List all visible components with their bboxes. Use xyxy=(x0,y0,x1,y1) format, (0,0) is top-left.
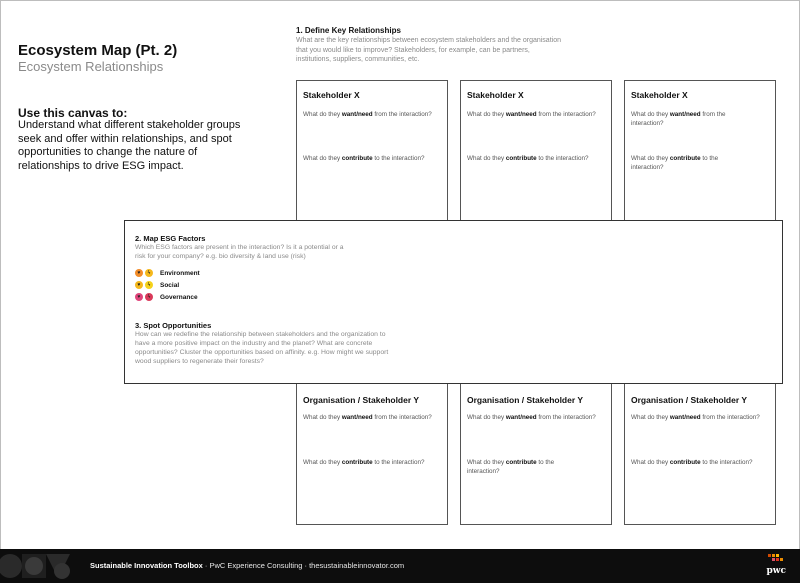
contribute-question: What do they contribute to the interaction? xyxy=(631,155,719,171)
factor-social xyxy=(135,280,179,290)
organisation-card[interactable] xyxy=(296,380,448,525)
factor-governance xyxy=(135,292,198,302)
section1-body: What are the key relationships between ecosystem stakeholders and the organisation that you would like to improve? Stakeholders, for example, can be partners, institutions, suppliers, communities, etc. xyxy=(296,37,561,63)
section1-heading: 1. Define Key Relationships xyxy=(296,26,401,35)
want-question: What do they want/need from the interaction? xyxy=(303,111,432,118)
contribute-question: What do they contribute to the interaction? xyxy=(303,155,425,162)
page-subtitle: Ecosystem Relationships xyxy=(18,59,164,74)
lightning-icon: ϟ xyxy=(145,293,153,301)
intro-heading: Use this canvas to: xyxy=(18,106,128,120)
page-title: Ecosystem Map (Pt. 2) xyxy=(18,42,178,59)
contribute-question: What do they contribute to the interaction? xyxy=(467,459,555,475)
card-title: Organisation / Stakeholder Y xyxy=(467,395,584,405)
want-question: What do they want/need from the interaction? xyxy=(631,414,760,421)
want-question: What do they want/need from the interaction? xyxy=(631,111,726,127)
factor-label: Social xyxy=(160,281,180,289)
factor-label: Governance xyxy=(160,293,198,301)
lightning-icon: ϟ xyxy=(145,269,153,277)
stakeholder-card[interactable] xyxy=(460,80,612,230)
decorative-pattern-icon xyxy=(0,549,75,583)
lightning-icon: ϟ xyxy=(145,281,153,289)
want-question: What do they want/need from the interaction? xyxy=(467,414,596,421)
stakeholder-card[interactable] xyxy=(624,80,776,230)
section2-heading: 2. Map ESG Factors xyxy=(135,234,206,243)
section3-body: How can we redefine the relationship between stakeholders and the organization to have a more positive impact on the industry and the planet? What are concrete opportunities? Cluster the opportunities based on affinity. e.g. How might we support wood suppliers to regenerate their forests? xyxy=(135,331,389,365)
contribute-question: What do they contribute to the interaction? xyxy=(467,155,589,162)
card-title: Stakeholder X xyxy=(631,90,688,100)
factor-label: Environment xyxy=(160,269,200,277)
esg-opportunities-card[interactable] xyxy=(124,220,783,384)
card-title: Organisation / Stakeholder Y xyxy=(631,395,748,405)
want-question: What do they want/need from the interaction? xyxy=(467,111,596,118)
card-title: Stakeholder X xyxy=(303,90,360,100)
footer xyxy=(0,549,800,583)
card-title: Organisation / Stakeholder Y xyxy=(303,395,420,405)
stakeholder-card[interactable] xyxy=(296,80,448,230)
intro-body: Understand what different stakeholder groups seek and offer within relationships, and spot opportunities to change the nature of relationships to drive ESG impact. xyxy=(18,119,241,172)
heart-icon: ♥ xyxy=(135,269,143,277)
heart-icon: ♥ xyxy=(135,281,143,289)
want-question: What do they want/need from the interaction? xyxy=(303,414,432,421)
footer-credits: Sustainable Innovation Toolbox · PwC Experience Consulting · thesustainableinnovator.com xyxy=(90,561,405,570)
card-title: Stakeholder X xyxy=(467,90,524,100)
contribute-question: What do they contribute to the interaction? xyxy=(303,459,425,466)
organisation-card[interactable] xyxy=(460,380,612,525)
factor-environment xyxy=(135,268,200,278)
section3-heading: 3. Spot Opportunities xyxy=(135,321,212,330)
section2-body: Which ESG factors are present in the interaction? Is it a potential or a risk for your company? e.g. bio diversity & land use (risk) xyxy=(135,244,344,260)
organisation-card[interactable] xyxy=(624,380,776,525)
pwc-wordmark: pwc xyxy=(766,566,786,576)
heart-icon: ♥ xyxy=(135,293,143,301)
contribute-question: What do they contribute to the interaction? xyxy=(631,459,753,466)
